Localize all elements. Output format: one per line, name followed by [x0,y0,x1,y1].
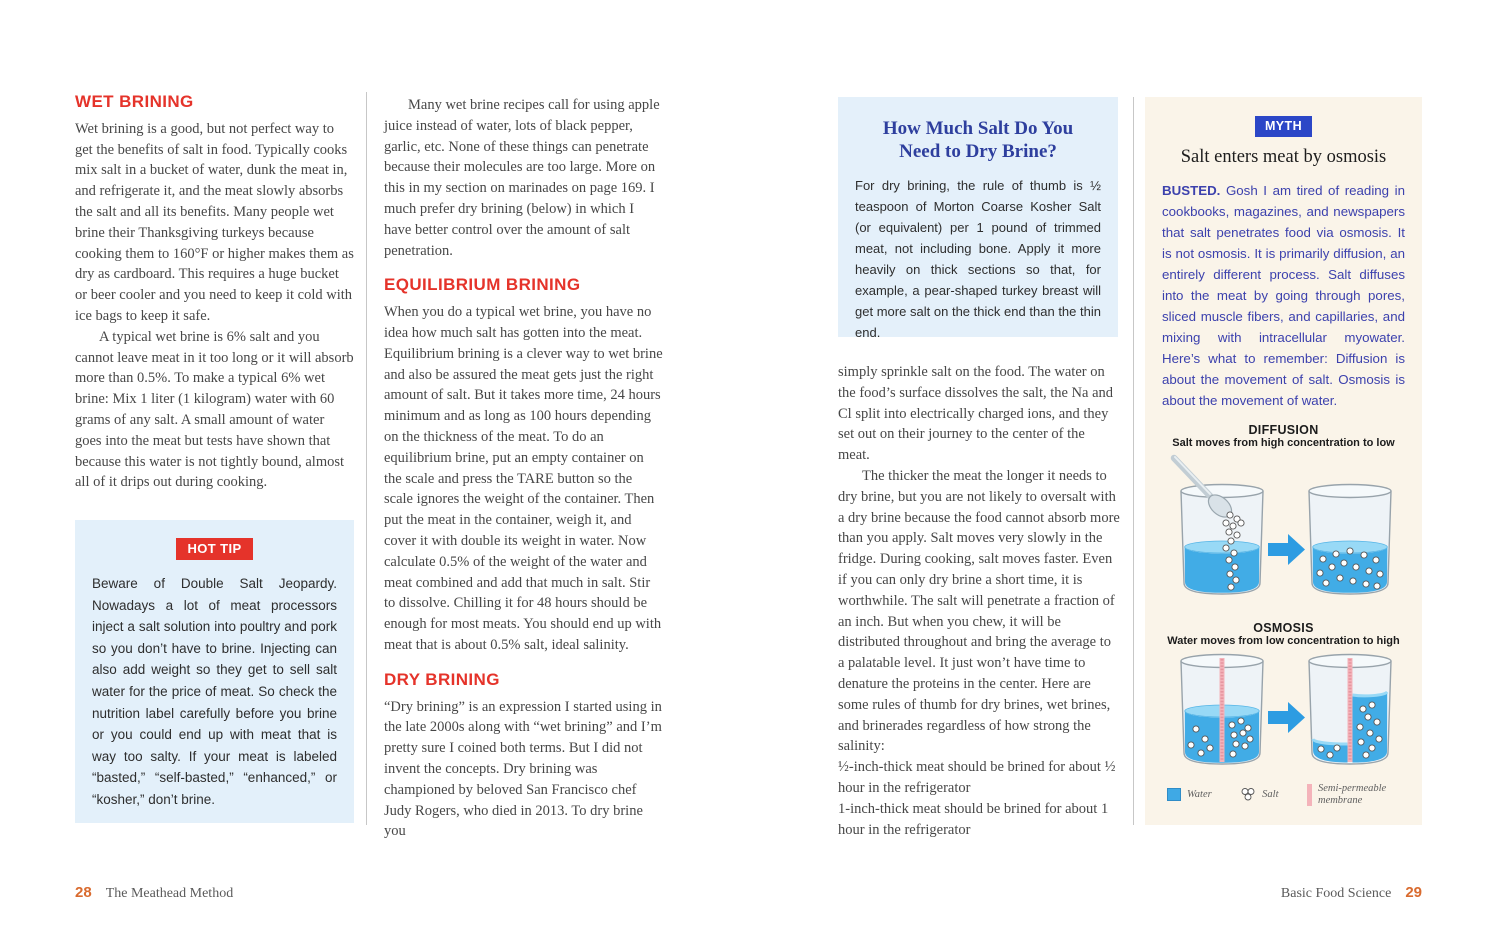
legend-salt-label: Salt [1262,788,1279,800]
right-arrow-icon [1268,702,1305,733]
body-paragraph: The thicker the meat the longer it needs to dry brine, but you are not likely to oversalt with a dry brine because the food cannot absorb more than you apply. Salt moves very slowly in the fridge. During cooking, salt moves faster. Even if you can only dry brine a short time, it is worthwhile. The salt will penetrate a fraction of an inch. But when you chew, it will be distributed throughout and bring the average to a palatable level. It just won’t have time to denature the proteins in the center. Here are some rules of thumb for dry brines, wet brines, and brinerades regardless of how strong the salinity: [838,467,1120,755]
legend-water [1167,788,1212,801]
equilibrium-brining-heading: EQUILIBRIUM BRINING [384,275,581,295]
myth-busted-text [1162,180,1405,411]
beaker-right [1309,485,1391,595]
right-arrow-icon [1268,534,1305,565]
diffusion-title: DIFFUSION [1248,423,1319,437]
body-paragraph: Wet brining is a good, but not perfect way to get the benefits of salt in food. Typically cooks mix salt in a bucket of water, dunk the meat in, and refrigerate it, and the meat slowly absorbs the salt and all its benefits. Many people wet brine their Thanksgiving turkeys because cooking them to 160°F or higher makes them as dry as cardboard. This requires a huge bucket or beer cooler and you need to keep it cold with ice bags to keep it safe. [75,120,354,324]
myth-heading: Salt enters meat by osmosis [1180,147,1387,167]
salt-box-text: For dry brining, the rule of thumb is ½ teaspoon of Morton Coarse Kosher Salt (or equivalent) per 1 pound of trimmed meat, not including bone. Apply it more heavily on thick sections so that, for example, a pear-shaped turkey breast will get more salt on the thick end than the thin end. [855,178,1101,340]
body-paragraph: simply sprinkle salt on the food. The water on the food’s surface dissolves the salt, the Na and Cl split into electrically charged ions, and they set out on their journey to the center of the meat. [838,364,1114,464]
body-paragraph: A typical wet brine is 6% salt and you cannot leave meat in it too long or it will absorb more than 0.5%. To make a typical 6% wet brine: Mix 1 liter (1 kilogram) water with 60 grams of any salt. A small amount of water goes into the meat but tests have shown that because this water is not tightly bound, almost all of it drips out during cooking. [75,328,354,491]
footer-book-title: The Meathead Method [105,886,234,901]
busted-label: BUSTED. [1162,183,1221,198]
how-much-salt-box [838,97,1118,340]
column-divider-rule [1133,97,1134,825]
hot-tip-box [75,520,354,823]
osmosis-beaker-right [1309,655,1391,765]
osmosis-subtitle: Water moves from low concentration to high [1167,635,1400,647]
diagram-legend [1167,783,1400,806]
osmosis-beaker-left [1181,655,1263,765]
right-page-column-1 [838,362,1120,840]
legend-membrane-label: Semi-permeable membrane [1317,783,1387,806]
left-page-column-1 [75,92,354,493]
body-paragraph: “Dry brining” is an expression I started using in the late 2000s along with “wet brining” and I’m pretty sure I coined both terms. But I did not invent the concepts. Dry brining was championed by beloved San Francisco chef Judy Rogers, who died in 2013. To dry brine you [384,698,662,840]
water-swatch-icon [1167,788,1181,801]
osmosis-diagram [1160,649,1408,779]
legend-salt [1240,787,1278,802]
body-paragraph: When you do a typical wet brine, you have no idea how much salt has gotten into the meat. Equilibrium brining is a clever way to wet brine and also be assured the meat gets just the right amount of salt. But it takes more time, 24 hours minimum and as long as 100 hours depending on the thickness of the meat. To do an equilibrium brine, put an empty container on the scale and press the TARE button so the scale ignores the weight of the container. Then put the meat in the container, weigh it, and cover it with double its weight in water. Now calculate 0.5% of the weight of the water and meat combined and add that much in salt. Stir to dissolve. Chilling it for 48 hours should be enough for most meats. You should end up with meat that is about 0.5% salt, ideal salinity. [384,304,663,653]
legend-water-label: Water [1187,788,1212,800]
right-page-footer [1281,884,1422,902]
brining-rule-one-inch: 1-inch-thick meat should be brined for about 1 hour in the refrigerator [838,800,1109,838]
myth-badge: MYTH [1255,116,1312,137]
legend-membrane [1307,783,1400,806]
salt-box-title: How Much Salt Do You Need to Dry Brine? [882,118,1074,162]
brining-rule-half-inch: ½-inch-thick meat should be brined for about ½ hour in the refrigerator [838,759,1116,796]
wet-brining-heading: WET BRINING [75,92,194,111]
salt-cluster-icon [1240,787,1256,802]
column-divider-rule [366,92,367,825]
body-paragraph: Many wet brine recipes call for using apple juice instead of water, lots of black pepper, garlic, etc. None of these things can penetrate because their molecules are too large. More on this in my section on marinades on page 169. I much prefer dry brining (below) in which I have better control over the amount of salt penetration. [384,97,660,259]
page-number: 29 [1405,884,1422,901]
osmosis-title: OSMOSIS [1253,621,1314,635]
membrane-swatch-icon [1307,784,1312,806]
footer-section-title: Basic Food Science [1280,886,1392,901]
hot-tip-text: Beware of Double Salt Jeopardy. Nowadays a lot of meat processors inject a salt solution into poultry and pork so you don’t have to brine. Injecting can also add weight so they get to sell salt water for the price of meat. So check the nutrition label carefully before you brine or you could end up with meat that is way too salty. If your meat is labeled “basted,” “self-basted,” “enhanced,” or “kosher,” don’t brine. [92,576,337,807]
hot-tip-badge: HOT TIP [176,538,252,560]
busted-body: Gosh I am tired of reading in cookbooks, magazines, and newspapers that salt penetrates food via osmosis. It is not osmosis. It is primarily diffusion, an entirely different process. Salt diffuses into the meat by going through pores, sliced muscle fibers, and capillaries, and mixing with intracellular myowater. Here’s what to remember: Diffusion is about the movement of salt. Osmosis is about the movement of water. [1162,183,1405,408]
dry-brining-heading: DRY BRINING [384,669,500,689]
diffusion-subtitle: Salt moves from high concentration to low [1172,437,1395,449]
diffusion-diagram [1160,451,1408,609]
left-page-column-2 [384,95,663,842]
myth-box [1145,97,1422,825]
left-page-footer [75,884,233,902]
page-number: 28 [75,884,92,901]
